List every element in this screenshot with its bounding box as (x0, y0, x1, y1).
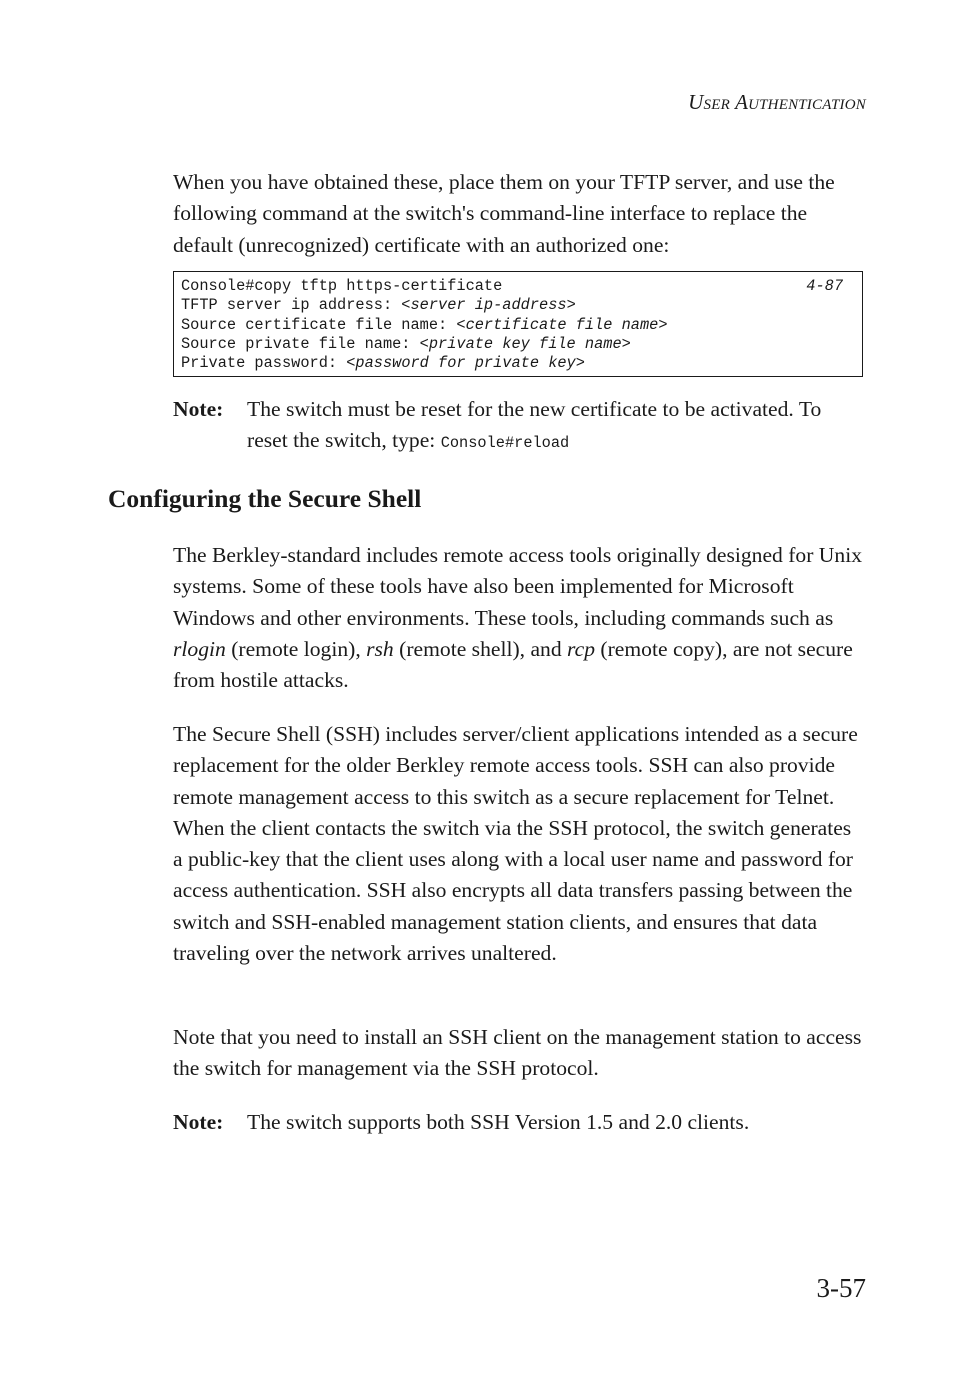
berkley-paragraph (173, 540, 865, 696)
code-line-3-suffix: > (658, 315, 668, 334)
rcp-term: rcp (567, 636, 596, 661)
code-line-3-prefix: Source certificate file name: < (181, 315, 466, 334)
berkley-part-1: The Berkley-standard includes remote access tools originally designed for Unix systems. Some of these tools have also been implemented for Microsoft Windows and other environments. These tools, including commands such as (173, 543, 862, 630)
code-line-2 (181, 296, 855, 315)
code-line-2-prefix: TFTP server ip address: < (181, 296, 411, 315)
code-line-5-suffix: > (575, 354, 585, 373)
code-line-4-suffix: > (621, 334, 631, 353)
rsh-term: rsh (366, 636, 394, 661)
code-line-5-arg: password for private key (355, 354, 576, 373)
code-line-4 (181, 335, 855, 354)
note-label: Note: (173, 397, 224, 421)
running-head-smallcaps-ser: SER (703, 97, 730, 113)
ssh-paragraph: The Secure Shell (SSH) includes server/client applications intended as a secure replacement for the older Berkley remote access tools. SSH can also provide remote management access to this switch as a secure replacement for Telnet. When the client contacts the switch via the SSH protocol, the switch generates a public-key that the client uses along with a local user name and password for access authentication. SSH also encrypts all data transfers passing between the switch and SSH-enabled management station clients, and ensures that data traveling over the network arrives unaltered. (173, 722, 858, 966)
code-line-4-prefix: Source private file name: < (181, 334, 429, 353)
berkley-part-4: (remote copy), are not secure from hostile attacks. (173, 636, 853, 693)
page-number: 3-57 (816, 1273, 866, 1303)
berkley-block (173, 540, 865, 696)
code-line-1 (181, 277, 855, 296)
code-line-3 (181, 316, 855, 335)
note-reset-text (247, 394, 865, 460)
running-head-initial-u: U (688, 90, 704, 114)
running-head-smallcaps-uthentication: UTHENTICATION (748, 97, 866, 113)
code-line-5 (181, 354, 855, 373)
code-line-5-prefix: Private password: < (181, 354, 356, 373)
berkley-part-3: (remote shell), and (393, 636, 568, 661)
berkley-part-2: (remote login), (225, 636, 367, 661)
code-line-2-suffix: > (566, 296, 576, 315)
intro-paragraph: When you have obtained these, place them on your TFTP server, and use the following command at the switch's command-line interface to replace the default (unrecognized) certificate with an authorized one: (173, 170, 835, 257)
code-line-3-arg: certificate file name (465, 315, 659, 334)
note-label: Note: (173, 1110, 224, 1134)
intro-block (173, 167, 865, 261)
code-line-4-arg: private key file name (428, 334, 622, 353)
running-head-initial-a: A (735, 90, 749, 114)
code-command: Console#copy tftp https-certificate (181, 277, 503, 295)
note-ssh-versions (173, 1107, 865, 1138)
running-head (688, 90, 866, 115)
code-block (173, 271, 863, 377)
section-heading: Configuring the Secure Shell (108, 484, 422, 513)
install-paragraph: Note that you need to install an SSH client on the management station to access the switch for management via the SSH protocol. (173, 1025, 862, 1081)
install-block (173, 1022, 865, 1085)
note-reset-body: The switch must be reset for the new certificate to be activated. To reset the switch, type: (247, 397, 822, 453)
note-reset (173, 394, 865, 460)
code-page-reference: 4-87 (806, 277, 843, 295)
ssh-block (173, 719, 865, 969)
rlogin-term: rlogin (173, 636, 226, 661)
reload-command: Console#reload (440, 434, 570, 453)
note-ssh-versions-text: The switch supports both SSH Version 1.5 and 2.0 clients. (247, 1110, 750, 1134)
code-line-2-arg: server ip-address (410, 296, 567, 315)
